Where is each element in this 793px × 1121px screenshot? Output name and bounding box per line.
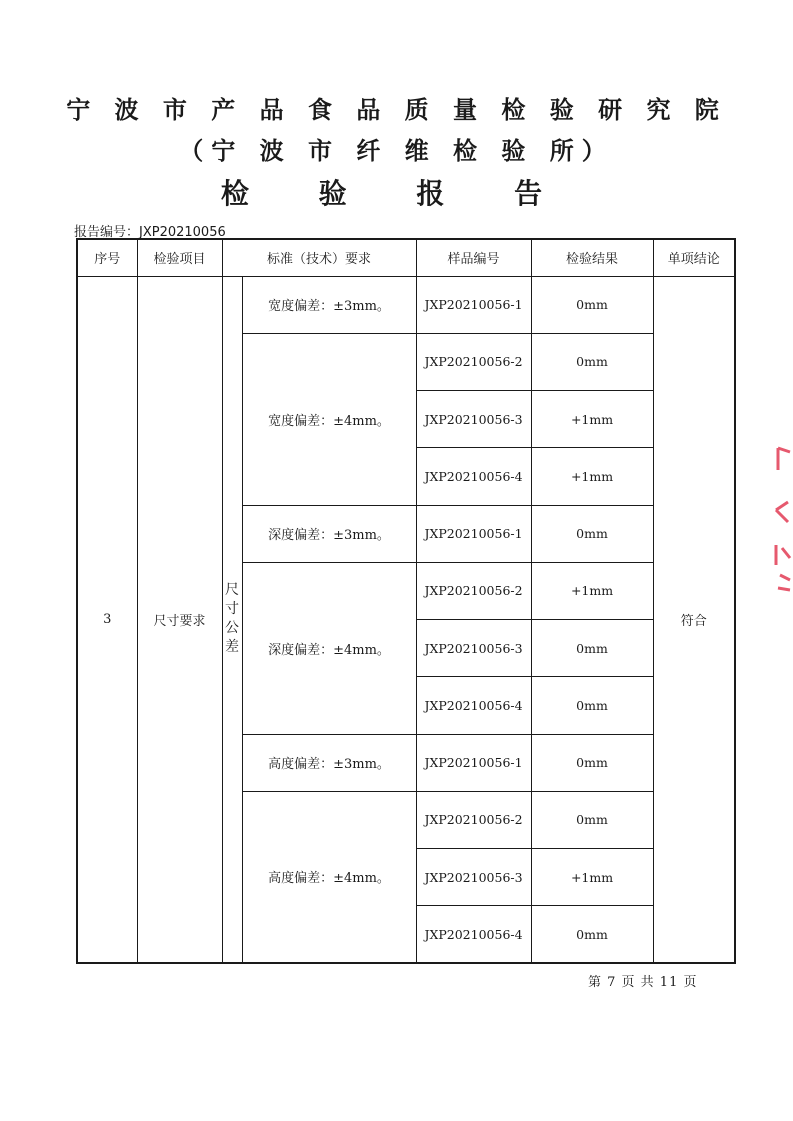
result-cell: 0mm <box>531 906 653 963</box>
result-cell: +1mm <box>531 448 653 505</box>
sample-cell: JXP20210056-1 <box>416 734 531 791</box>
header-item: 检验项目 <box>137 239 222 276</box>
seal-fragment-icon <box>770 440 793 604</box>
sample-cell: JXP20210056-3 <box>416 848 531 905</box>
sub-item-cell <box>222 276 242 963</box>
result-cell: 0mm <box>531 505 653 562</box>
result-cell: 0mm <box>531 620 653 677</box>
seal-fragment-graphic <box>770 440 793 600</box>
result-cell: 0mm <box>531 791 653 848</box>
institute-name: 宁 波 市 产 品 食 品 质 量 检 验 研 究 院 <box>66 95 727 124</box>
sample-cell: JXP20210056-1 <box>416 505 531 562</box>
inspection-table <box>76 238 736 964</box>
sample-cell: JXP20210056-4 <box>416 906 531 963</box>
result-cell: 0mm <box>531 734 653 791</box>
report-number: 报告编号：JXP20210056 <box>74 225 226 240</box>
sample-cell: JXP20210056-2 <box>416 791 531 848</box>
page-number: 第 7 页 共 11 页 <box>588 975 698 990</box>
header-sample: 样品编号 <box>416 239 531 276</box>
header-requirement: 标准（技术）要求 <box>222 239 416 276</box>
result-cell: 0mm <box>531 677 653 734</box>
result-cell: +1mm <box>531 562 653 619</box>
conclusion-cell: 符合 <box>653 276 735 963</box>
sample-cell: JXP20210056-3 <box>416 620 531 677</box>
sample-cell: JXP20210056-2 <box>416 562 531 619</box>
institute-subname: （宁 波 市 纤 维 检 验 所） <box>179 136 614 165</box>
result-cell: 0mm <box>531 333 653 390</box>
sample-cell: JXP20210056-4 <box>416 448 531 505</box>
sample-cell: JXP20210056-1 <box>416 276 531 333</box>
requirement-cell: 高度偏差：±4mm。 <box>242 791 416 963</box>
sample-cell: JXP20210056-4 <box>416 677 531 734</box>
requirement-cell: 宽度偏差：±4mm。 <box>242 333 416 505</box>
requirement-cell: 深度偏差：±4mm。 <box>242 562 416 734</box>
result-cell: +1mm <box>531 848 653 905</box>
table-header-row <box>77 239 735 276</box>
sample-cell: JXP20210056-3 <box>416 391 531 448</box>
requirement-cell: 高度偏差：±3mm。 <box>242 734 416 791</box>
sub-item-text: 尺 寸 公 差 <box>225 582 239 656</box>
table-row <box>77 276 735 333</box>
requirement-cell: 深度偏差：±3mm。 <box>242 505 416 562</box>
header-seq: 序号 <box>77 239 137 276</box>
header-conclusion: 单项结论 <box>653 239 735 276</box>
result-cell: 0mm <box>531 276 653 333</box>
seq-cell: 3 <box>77 276 137 963</box>
result-cell: +1mm <box>531 391 653 448</box>
requirement-cell: 宽度偏差：±3mm。 <box>242 276 416 333</box>
document-title: 检 验 报 告 <box>220 177 573 210</box>
header-result: 检验结果 <box>531 239 653 276</box>
sample-cell: JXP20210056-2 <box>416 333 531 390</box>
item-cell: 尺寸要求 <box>137 276 222 963</box>
